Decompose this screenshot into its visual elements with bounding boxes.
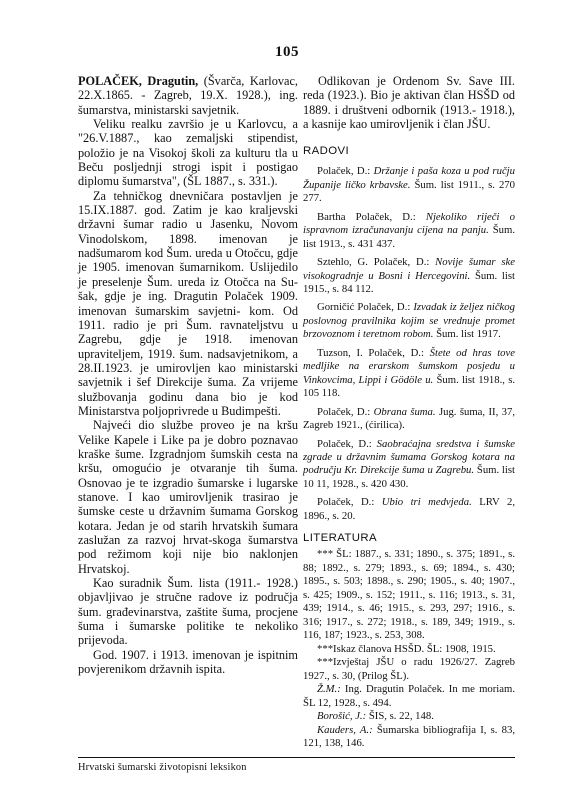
work-entry — [303, 256, 515, 296]
entry-name: POLAČEK, Dragutin, — [78, 74, 199, 88]
biography-paragraph: Kao suradnik Šum. lista (1911.- 1928.) objavljivao je stručne radove iz područja šum. građevinarstva, zaštite šuma, procjene šuma i šumarske politike te nekoliko prijevoda. — [78, 576, 298, 648]
literature-entry — [303, 656, 515, 683]
work-entry — [303, 301, 515, 341]
biography-paragraph: Veliku realku završio je u Karlovcu, a "26.V.1887., kao zemaljski stipendist, položio je na Visokoj školi za kulturu tla u Beču posljednji strogi ispit i postigao diplomu šumarstva", (ŠL 1887., s. 331.). — [78, 117, 298, 189]
work-entry — [303, 438, 515, 492]
work-title: Držanje i paša koza u pod ručju Županije ličko krbavske. — [303, 165, 515, 191]
work-entry — [303, 347, 515, 401]
work-title: Štete od hras tove medljike na erarskom šumskom posjedu u Vinkovcima, Lippi i Gödöle u. — [303, 346, 516, 386]
work-title: Ubio tri medvjeda. — [381, 496, 472, 509]
footer-rule — [78, 757, 515, 758]
literature-entry — [303, 548, 515, 643]
biography-paragraph: Za tehničkog dnevničara postavljen je 15.IX.1887. god. Zatim je kao kraljevski državni šumar radio u Jasenku, Novom Vinodolskom, 1898. imenovan je nadšumarom kod Šum. ureda u Otočcu, gdje je 1905. imenovan šumarnikom. Uslijedilo je preselenje Šum. ureda iz Otočca na Su- šak, gdje je ing. Dragutin Polaček 1909. imenovan šumarskim savjetni- kom. Od 1911. radio je pri Šum. ravnateljstvu u Zagrebu, gdje je 1918. imenovan upraviteljem, 1919. šum. nadsavjetnikom, a 28.II.1923. je umirovljen kao ministarski savjetnik i šef Direkcije šuma. Za vrijeme službovanja godinu dana bio je kod Ministarstva poljoprivrede u Budimpešti. — [78, 188, 298, 418]
right-column — [303, 74, 515, 751]
works-heading: RADOVI — [303, 145, 350, 158]
literature-heading: LITERATURA — [303, 532, 378, 545]
biography-intro — [78, 74, 298, 117]
work-entry — [303, 211, 515, 251]
work-author: Polaček, D.: — [317, 405, 371, 418]
literature-entry — [303, 710, 515, 724]
work-author: Polaček, D.: — [317, 165, 371, 178]
literature-entry — [303, 724, 515, 751]
literature-author: Kauders, A.: — [317, 723, 373, 736]
work-entry — [303, 406, 515, 433]
biography-paragraph: God. 1907. i 1913. imenovan je ispitnim povjerenikom državnih ispita. — [78, 647, 298, 677]
literature-author: Borošić, J.: — [317, 710, 367, 723]
work-source: LRV 2, 1896., s. 20. — [303, 496, 516, 522]
work-entry — [303, 165, 515, 205]
literature-text: Šumarska bibliografija I, s. 83, 121, 138, 146. — [303, 723, 515, 750]
work-author: Polaček, D.: — [317, 496, 375, 509]
work-source: Šum. list 1917. — [436, 328, 501, 341]
work-author: Tuzson, I. Polaček, D.: — [317, 346, 424, 359]
footer-text: Hrvatski šumarski životopisni leksikon — [78, 762, 247, 773]
biography-paragraph: Najveći dio službe proveo je na kršu Velike Kapele i Like pa je dobro poznavao kraške šume. Izgradnjom šumskih cesta na kršu, omogućio je otvaranje tih šuma. Osnovao je te izgradio šumarske i lugarske stanove. I kao umirovljenik trasirao je šumske ceste u državnim šumama Gorskog kotara. Jedan je od starih hrvatskih šumara zaslužan za razvoj hrvat-skoga šumarstva pod režimom koji nije bio naklonjen Hrvatskoj. — [78, 418, 298, 576]
work-source: Šum. list 1915., s. 84 112. — [303, 269, 516, 295]
work-author: Bartha Polaček, D.: — [317, 210, 416, 223]
work-title: Novije šumar ske visokogradnje u Bosni i Hercegovini. — [303, 256, 516, 282]
literature-text: ŠIS, s. 22, 148. — [368, 710, 434, 723]
literature-text: ***Iskaz članova HSŠD. ŠL: 1908, 1915. — [317, 642, 496, 655]
works-list — [303, 165, 515, 523]
work-author: Gorničić Polaček, D.: — [317, 301, 411, 314]
work-source: Šum. list 1918., s. 105 118. — [303, 373, 516, 400]
work-author: Sztehlo, G. Polaček, D.: — [317, 256, 430, 269]
left-column — [78, 74, 298, 676]
literature-entry — [303, 643, 515, 657]
work-title: Njekoliko riječi o ispravnom izračunavanju cijena na panju. — [303, 210, 515, 237]
literature-text: ***Izvještaj JŠU o radu 1926/27. Zagreb 1927., s. 30, (Prilog ŠL). — [303, 656, 515, 682]
work-source: Šum. list 1911., s. 270 277. — [303, 178, 515, 205]
biography-paragraph: Odlikovan je Ordenom Sv. Save III. reda (1923.). Bio je aktivan član HSŠD od 1889. i društveni odbornik (1913.- 1918.), a kasnije kao umirovljenik i član JŠU. — [303, 74, 515, 132]
work-title: Izvadak iz željez ničkog poslovnog pravilnika kojim se vrednuje promet brzovoznom i teretnom robom. — [303, 301, 515, 341]
work-author: Polaček, D.: — [317, 437, 372, 450]
literature-text: *** ŠL: 1887., s. 331; 1890., s. 375; 1891., s. 88; 1892., s. 279; 1893., s. 69; 1894., s. 430; 1895., s. 503; 1898., s. 290; 1905., s. 40; 1907., s. 425; 1909., s. 152; 1911., s. 116; 1913., s. 31, 439; 1914., s. 46; 1915., s. 293, 297; 1916., s. 316; 1917., s. 272; 1918., s. 189, 349; 1919., s. 116, 187; 1923., s. 253, 308. — [303, 548, 515, 642]
biography-intro-text: (Švarča, Karlovac, 22.X.1865. - Zagreb, 19.X. 1928.), ing. šumarstva, ministarski savjetnik. — [78, 74, 298, 117]
work-title: Saobraćajna sredstva i šumske zgrade u državnim šumama Gorskog kotara na području Kr. Direkcije šuma u Zagrebu. — [303, 437, 516, 477]
literature-list — [303, 548, 515, 751]
work-source: Šum. list 10 11, 1928., s. 420 430. — [303, 464, 516, 490]
work-title: Obrana šuma. — [373, 405, 436, 418]
page-number: 105 — [275, 44, 299, 60]
literature-text: Ing. Dragutin Polaček. In me moriam. ŠL 12, 1928., s. 494. — [303, 683, 516, 709]
work-entry — [303, 496, 515, 523]
work-source: Jug. šuma, II, 37, Zagreb 1921., (ćirilica). — [303, 405, 516, 432]
literature-entry — [303, 683, 515, 710]
work-source: Šum. list 1913., s. 431 437. — [303, 224, 516, 250]
literature-author: Ž.M.: — [317, 683, 341, 696]
